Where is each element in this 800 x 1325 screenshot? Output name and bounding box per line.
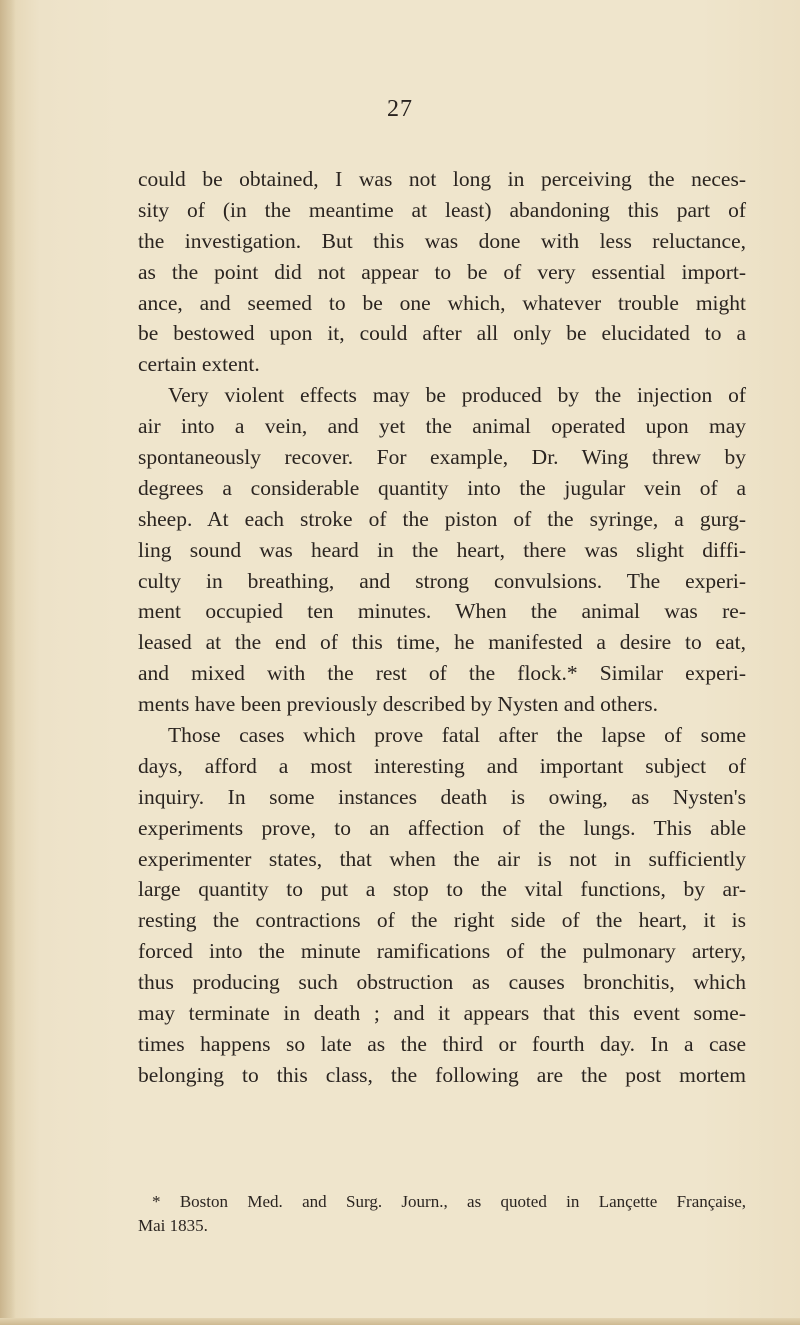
text-line: certain extent. [138, 352, 260, 377]
text-line: spontaneously recover. For example, Dr. Wing threw by [138, 445, 746, 470]
text-line: times happens so late as the third or fourth day. In a case [138, 1031, 746, 1056]
text-line: the investigation. But this was done with less reluctance, [138, 228, 746, 253]
page-bottom-edge [0, 1318, 800, 1325]
footnote-line: Mai 1835. [138, 1216, 208, 1235]
text-line: Those cases which prove fatal after the lapse of some [168, 723, 746, 748]
text-line: may terminate in death ; and it appears that this event some- [138, 1001, 746, 1026]
text-line: degrees a considerable quantity into the jugular vein of a [138, 475, 746, 500]
body-text [138, 164, 746, 1091]
text-line: and mixed with the rest of the flock.* Similar experi- [138, 661, 746, 686]
text-line: could be obtained, I was not long in perceiving the neces- [138, 167, 746, 191]
text-line: experiments prove, to an affection of the lungs. This able [138, 815, 746, 840]
footnote [138, 1190, 746, 1238]
footnote-line: * Boston Med. and Surg. Journ., as quoted in Lançette Française, [152, 1192, 746, 1211]
text-line: be bestowed upon it, could after all only be elucidated to a [138, 321, 746, 346]
text-line: sheep. At each stroke of the piston of the syringe, a gurg- [138, 506, 746, 531]
text-line: forced into the minute ramifications of the pulmonary artery, [138, 939, 746, 964]
text-line: air into a vein, and yet the animal operated upon may [138, 414, 746, 439]
text-line: resting the contractions of the right side of the heart, it is [138, 908, 746, 933]
text-line: ance, and seemed to be one which, whatever trouble might [138, 290, 746, 315]
gutter-shadow [0, 0, 16, 1325]
text-line: days, afford a most interesting and important subject of [138, 753, 746, 778]
text-line: sity of (in the meantime at least) abandoning this part of [138, 197, 746, 222]
text-line: as the point did not appear to be of very essential import- [138, 259, 746, 284]
page-number: 27 [387, 96, 413, 122]
text-line: leased at the end of this time, he manifested a desire to eat, [138, 630, 746, 655]
text-line: ling sound was heard in the heart, there was slight diffi- [138, 537, 746, 562]
text-line: ments have been previously described by Nysten and others. [138, 692, 659, 717]
text-line: ment occupied ten minutes. When the animal was re- [138, 599, 746, 624]
text-line: Very violent effects may be produced by the injection of [168, 383, 746, 408]
text-line: experimenter states, that when the air is not in sufficiently [138, 846, 746, 871]
text-line: thus producing such obstruction as causes bronchitis, which [138, 970, 746, 995]
text-line: large quantity to put a stop to the vital functions, by ar- [138, 877, 746, 902]
text-line: inquiry. In some instances death is owing, as Nysten's [138, 784, 746, 809]
text-line: culty in breathing, and strong convulsions. The experi- [138, 568, 746, 593]
text-line: belonging to this class, the following are the post mortem [138, 1062, 746, 1087]
